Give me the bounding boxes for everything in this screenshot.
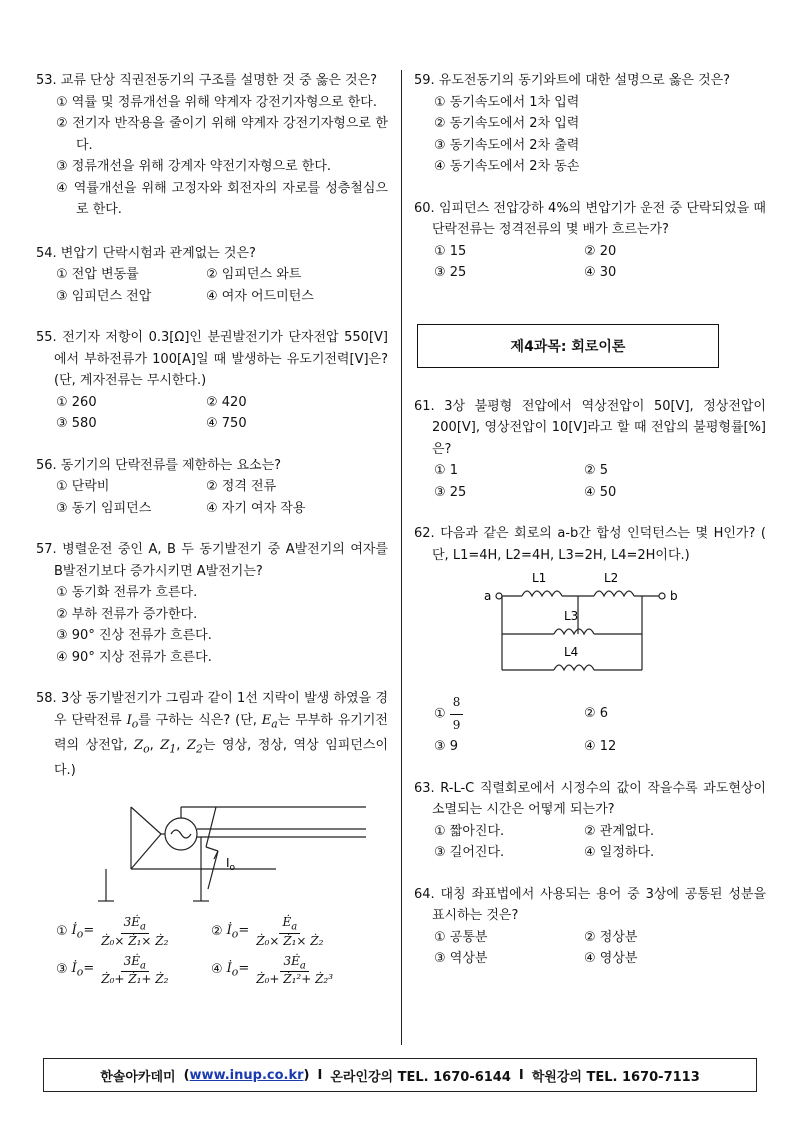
question-59 (414, 70, 766, 178)
footer-bar (43, 1058, 757, 1092)
academy-name: 한솔아카데미 (100, 1069, 176, 1085)
terminal-b-label: b (670, 589, 678, 603)
option-3[interactable]: ③ $İ_o=$ $\frac{3Ė_a}{\text{Ż₀+ Ż₁+ Ż₂}}$ (56, 953, 169, 986)
option-4[interactable]: ④ $İ_o=$ $\frac{3Ė_a}{\text{Ż₀+ Ż₁²+ Ż₂³}}$ (211, 953, 334, 986)
inductor-l2-label: L2 (604, 572, 619, 585)
offline-lecture-phone: 학원강의 TEL. 1670-7113 (531, 1069, 700, 1085)
option-2[interactable]: ② 20 (584, 243, 617, 259)
question-stem: 54. 변압기 단락시험과 관계없는 것은? (36, 245, 256, 261)
inductor-circuit-diagram (474, 572, 694, 682)
option-1[interactable]: ① 공통분 (434, 929, 488, 945)
stem-part: 는 무부하 유기기전력의 상전압, (54, 712, 388, 753)
option-1[interactable]: ① $İ_o=$ $\frac{3Ė_a}{\text{Ż₀× Ż₁× Ż₂}}$ (56, 915, 169, 948)
options-grid (36, 476, 388, 519)
option-1[interactable]: ① 짧아진다. (434, 823, 505, 839)
question-55 (36, 327, 388, 435)
stem-part: 는 영상, 정상, 역상 임피던스이다.) (54, 737, 389, 778)
option-1[interactable]: ① 15 (434, 243, 467, 259)
option-4[interactable]: ④ 여자 어드미턴스 (206, 288, 314, 304)
question-56 (36, 455, 388, 520)
option-4[interactable]: ④ 50 (584, 484, 617, 500)
option-2[interactable]: ② 정상분 (584, 929, 638, 945)
question-stem: 62. 다음과 같은 회로의 a-b간 합성 인덕턴스는 몇 H인가? ( 단, L1=4H, L2=4H, L3=2H, L4=2H이다.) (414, 526, 766, 563)
option-2[interactable]: ② 동기속도에서 2차 입력 (434, 116, 580, 131)
option-4[interactable]: ④ 역률개선을 위해 고정자와 회전자의 자로를 성층철심으로 한다. (56, 180, 388, 217)
question-61 (414, 396, 766, 504)
option-2[interactable]: ② 420 (206, 394, 247, 410)
symbol-ea: $E_a$ (261, 712, 278, 731)
stem-part: 58. 3상 동기발전기가 그림과 같이 1선 지락이 발생 하였을 경우 단락전류 (36, 691, 388, 728)
option-3[interactable]: ③ 동기속도에서 2차 출력 (434, 137, 580, 153)
option-2[interactable]: ② 5 (584, 463, 609, 478)
option-1[interactable]: ① $\frac{8}{9}$ (434, 692, 584, 736)
subject-heading: 제4과목: 회로이론 (417, 324, 719, 368)
question-54 (36, 243, 388, 308)
option-3[interactable]: ③ 길어진다. (434, 845, 505, 860)
option-4[interactable]: ④ 동기속도에서 2차 동손 (434, 159, 580, 174)
symbol-zo: $Z_o$ (134, 737, 150, 756)
option-2[interactable]: ② 부하 전류가 증가한다. (56, 606, 198, 622)
option-1[interactable]: ① 동기화 전류가 흐른다. (56, 585, 198, 600)
question-stem: 64. 대칭 좌표법에서 사용되는 용어 중 3상에 공통된 성분을 표시하는 것은? (414, 886, 766, 923)
option-4[interactable]: ④ 750 (206, 416, 247, 431)
options-grid (36, 264, 388, 307)
question-63 (414, 778, 766, 864)
option-3[interactable]: ③ 25 (434, 265, 467, 280)
option-2[interactable]: ② 전기자 반작용을 줄이기 위해 약계자 강전기자형으로 한다. (56, 116, 388, 153)
question-stem: 58. 3상 동기발전기가 그림과 같이 1선 지락이 발생 하였을 경우 단락전류 $I_o$를 구하는 식은? (단, $E_a$는 무부하 유기기전력의 상전압, $Z_o$, $Z_1$, $Z_2$는 영상, 정상, 역상 임피던스이다.) (36, 691, 389, 778)
option-3[interactable]: ③ 역상분 (434, 951, 488, 966)
options-grid (36, 392, 388, 435)
option-1[interactable]: ① 전압 변동률 (56, 267, 139, 282)
question-stem: 57. 병렬운전 중인 A, B 두 동기발전기 중 A발전기의 여자를 B발전기보다 증가시키면 A발전기는? (36, 542, 388, 579)
left-column (36, 70, 388, 986)
option-2[interactable]: ② 관계없다. (584, 823, 655, 839)
column-divider (401, 70, 402, 1045)
question-stem: 59. 유도전동기의 동기와트에 대한 설명으로 옳은 것은? (414, 73, 731, 88)
option-4[interactable]: ④ 12 (584, 739, 617, 754)
option-3[interactable]: ③ 580 (56, 416, 97, 431)
options-grid (414, 692, 766, 758)
ground-fault-diagram (66, 789, 366, 907)
option-2[interactable]: ② 임피던스 와트 (206, 267, 302, 282)
question-stem: 53. 교류 단상 직권전동기의 구조를 설명한 것 중 옳은 것은? (36, 73, 378, 88)
academy-link[interactable]: www.inup.co.kr (189, 1067, 304, 1083)
options-grid (414, 821, 766, 864)
symbol-z1: $Z_1$ (160, 737, 177, 756)
question-stem: 56. 동기기의 단락전류를 제한하는 요소는? (36, 457, 282, 473)
question-stem: 55. 전기자 저항이 0.3[Ω]인 분권발전기가 단자전압 550[V]에서 부하전류가 100[A]일 때 발생하는 유도기전력[V]은? (단, 계자전류는 무시한다.) (36, 330, 388, 388)
option-3[interactable]: ③ 임피던스 전압 (56, 288, 152, 304)
option-3[interactable]: ③ 90° 진상 전류가 흐른다. (56, 628, 212, 643)
question-58 (36, 688, 388, 986)
option-4[interactable]: ④ 자기 여자 작용 (206, 500, 306, 516)
option-2[interactable]: ② $İ_o=$ $\frac{Ė_a}{\text{Ż₀× Ż₁× Ż₂}}$ (211, 915, 324, 948)
question-62 (414, 523, 766, 758)
question-stem: 60. 임피던스 전압강하 4%의 변압기가 운전 중 단락되었을 때 단락전류는 정격전류의 몇 배가 흐르는가? (414, 200, 766, 237)
right-column (414, 70, 766, 970)
academy-url-wrapper: (www.inup.co.kr) (183, 1067, 310, 1083)
inductor-l4-label: L4 (564, 645, 579, 659)
options-grid (414, 460, 766, 503)
fault-current-label: $I_o$ (226, 856, 236, 874)
option-2[interactable]: ② 정격 전류 (206, 479, 277, 494)
option-1[interactable]: ① 단락비 (56, 479, 110, 494)
inductor-l1-label: L1 (532, 572, 547, 585)
online-lecture-phone: 온라인강의 TEL. 1670-6144 (330, 1069, 511, 1085)
option-2[interactable]: ② 6 (584, 706, 609, 722)
question-64 (414, 884, 766, 970)
options-grid (414, 241, 766, 284)
option-3[interactable]: ③ 동기 임피던스 (56, 500, 152, 516)
options-grid (36, 915, 388, 986)
question-53 (36, 70, 388, 221)
option-1[interactable]: ① 동기속도에서 1차 입력 (434, 94, 580, 110)
footer-separator: I (518, 1067, 524, 1083)
option-1[interactable]: ① 역률 및 정류개선을 위해 약계자 강전기자형으로 한다. (56, 94, 377, 110)
options-grid (414, 927, 766, 970)
terminal-a-label: a (484, 589, 492, 603)
question-stem: 61. 3상 불평형 전압에서 역상전압이 50[V], 정상전압이 200[V], 영상전압이 10[V]라고 할 때 전압의 불평형률[%]은? (414, 398, 766, 457)
footer-separator: I (317, 1067, 323, 1083)
stem-part: 를 구하는 식은? (단, (138, 712, 257, 728)
option-4[interactable]: ④ 일정하다. (584, 845, 655, 860)
option-1[interactable]: ① 1 (434, 463, 459, 478)
question-57 (36, 539, 388, 668)
option-3[interactable]: ③ 9 (434, 739, 459, 754)
option-3[interactable]: ③ 25 (434, 484, 467, 500)
option-1[interactable]: ① 260 (56, 394, 97, 410)
option-3[interactable]: ③ 정류개선을 위해 강계자 약전기자형으로 한다. (56, 159, 332, 174)
question-60 (414, 198, 766, 284)
symbol-io: $I_o$ (126, 712, 139, 731)
inductor-l3-label: L3 (564, 609, 579, 623)
question-stem: 63. R-L-C 직렬회로에서 시정수의 값이 작을수록 과도현상이 소멸되는 시간은 어떻게 되는가? (414, 780, 766, 817)
option-4[interactable]: ④ 90° 지상 전류가 흐른다. (56, 649, 212, 665)
option-4[interactable]: ④ 30 (584, 265, 617, 280)
symbol-z2: $Z_2$ (186, 737, 203, 756)
option-4[interactable]: ④ 영상분 (584, 951, 638, 966)
